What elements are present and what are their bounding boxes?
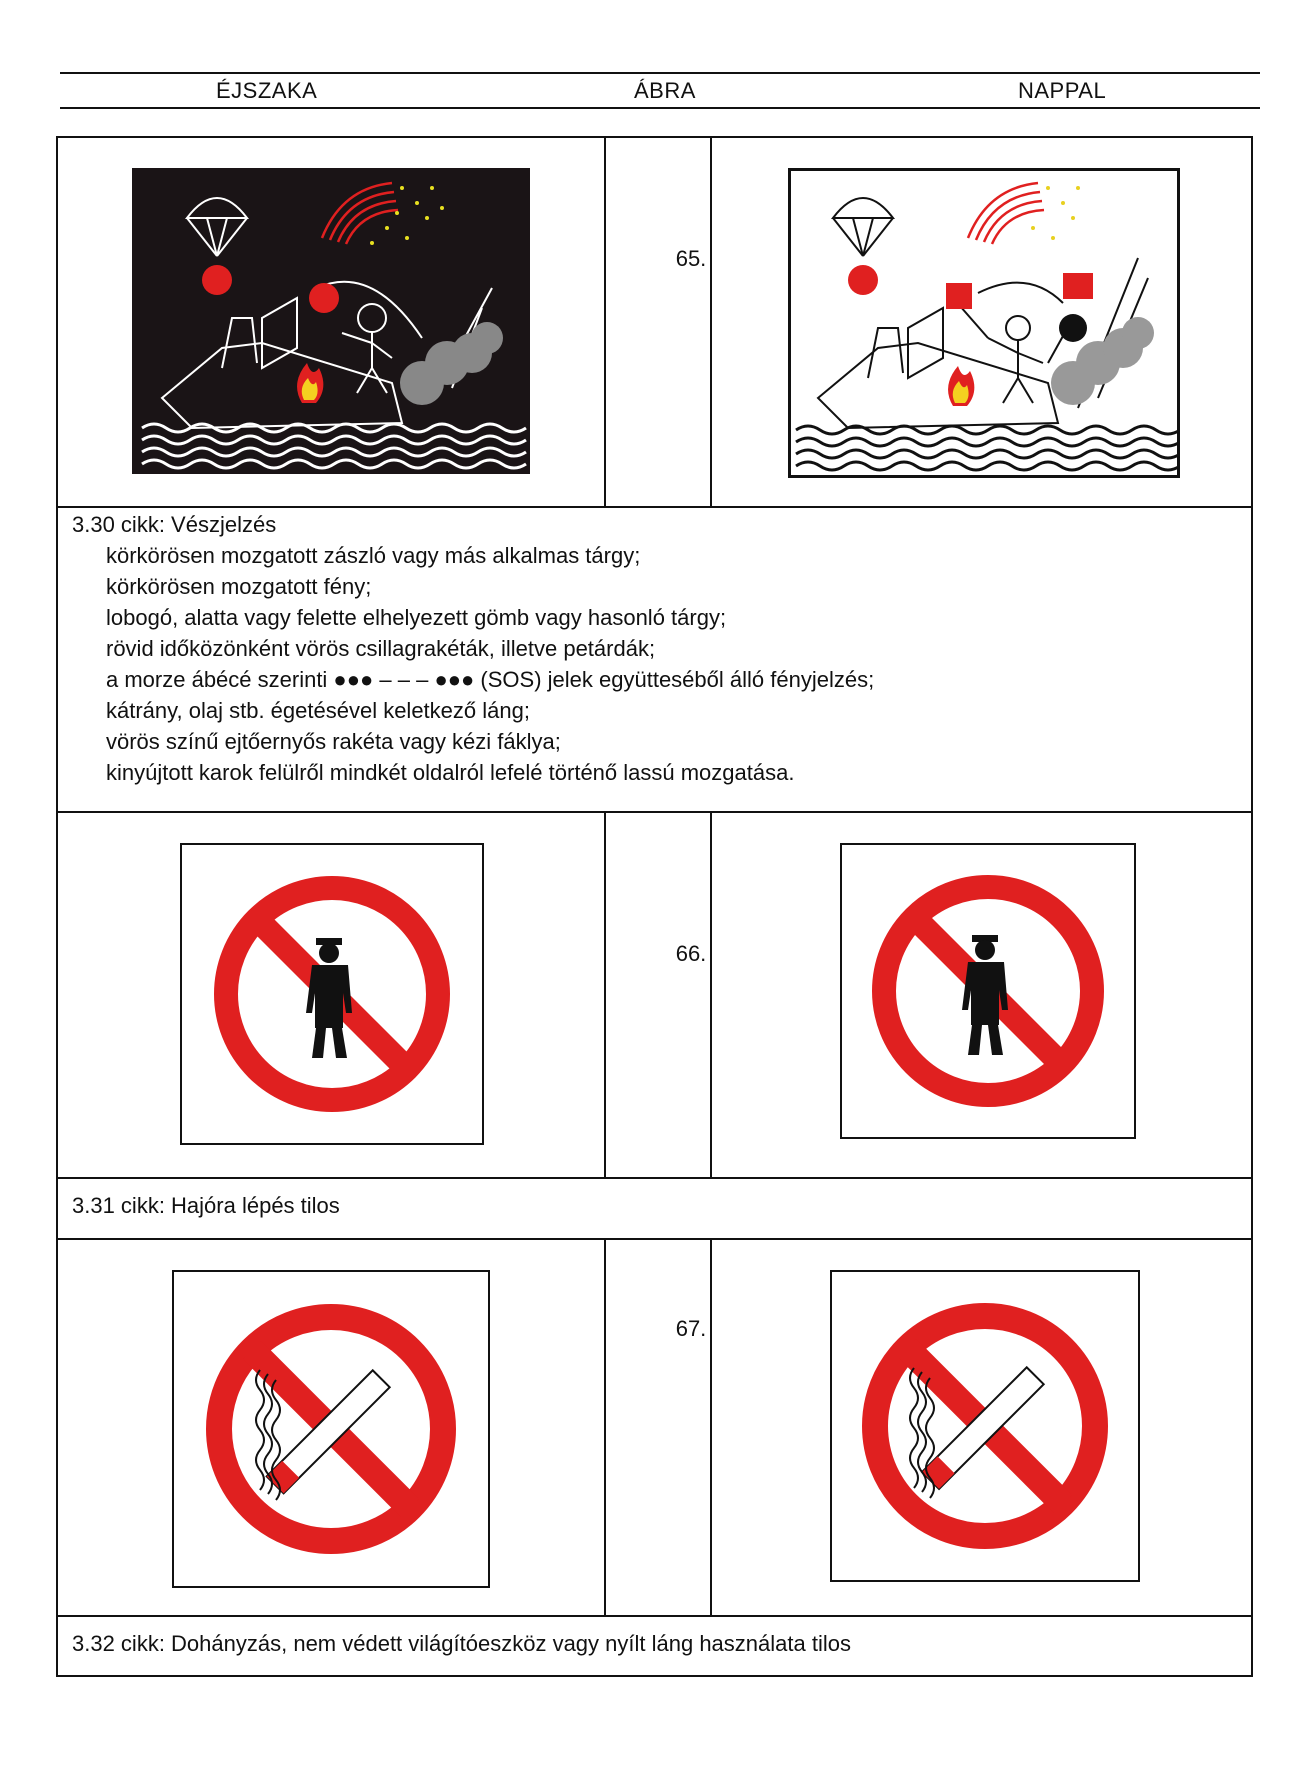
column-divider [604, 1238, 606, 1615]
distress-signals-day-icon [788, 168, 1180, 478]
article-3-31-text: 3.31 cikk: Hajóra lépés tilos [72, 1193, 340, 1218]
no-boarding-icon [180, 843, 484, 1145]
list-item: vörös színű ejtőernyős rakéta vagy kézi fáklya; [106, 729, 561, 754]
article-title: 3.30 cikk: Vészjelzés [72, 512, 277, 537]
column-header [60, 72, 1260, 109]
list-item: kátrány, olaj stb. égetésével keletkező láng; [106, 698, 530, 723]
no-smoking-icon [172, 1270, 490, 1588]
figure-number: 66. [675, 941, 707, 966]
no-smoking-icon [830, 1270, 1140, 1582]
signs-table [56, 136, 1253, 1677]
article-3-30-text [72, 509, 874, 788]
row-divider [58, 506, 1251, 508]
figure-number: 65. [675, 246, 707, 271]
figure-number: 67. [675, 1316, 707, 1341]
column-divider [604, 138, 606, 506]
list-item: kinyújtott karok felülről mindkét oldalról lefelé történő lassú mozgatása. [106, 760, 795, 785]
column-divider [710, 1238, 712, 1615]
list-item: lobogó, alatta vagy felette elhelyezett gömb vagy hasonló tárgy; [106, 605, 727, 630]
column-divider [604, 811, 606, 1177]
header-night: ÉJSZAKA [216, 78, 318, 103]
header-figure: ÁBRA [634, 78, 696, 103]
article-3-32-text: 3.32 cikk: Dohányzás, nem védett világítóeszköz vagy nyílt láng használata tilos [72, 1631, 851, 1656]
list-item: körkörösen mozgatott zászló vagy más alkalmas tárgy; [106, 543, 641, 568]
list-item: a morze ábécé szerinti ●●● – – – ●●● (SOS) jelek együtteséből álló fényjelzés; [106, 667, 875, 692]
list-item: körkörösen mozgatott fény; [106, 574, 372, 599]
header-day: NAPPAL [1018, 78, 1107, 103]
distress-signals-night-icon [132, 168, 530, 474]
row-divider [58, 1238, 1251, 1240]
row-divider [58, 811, 1251, 813]
list-item: rövid időközönként vörös csillagrakéták, illetve petárdák; [106, 636, 656, 661]
column-divider [710, 811, 712, 1177]
no-boarding-icon [840, 843, 1136, 1139]
row-divider [58, 1177, 1251, 1179]
row-divider [58, 1615, 1251, 1617]
column-divider [710, 138, 712, 506]
